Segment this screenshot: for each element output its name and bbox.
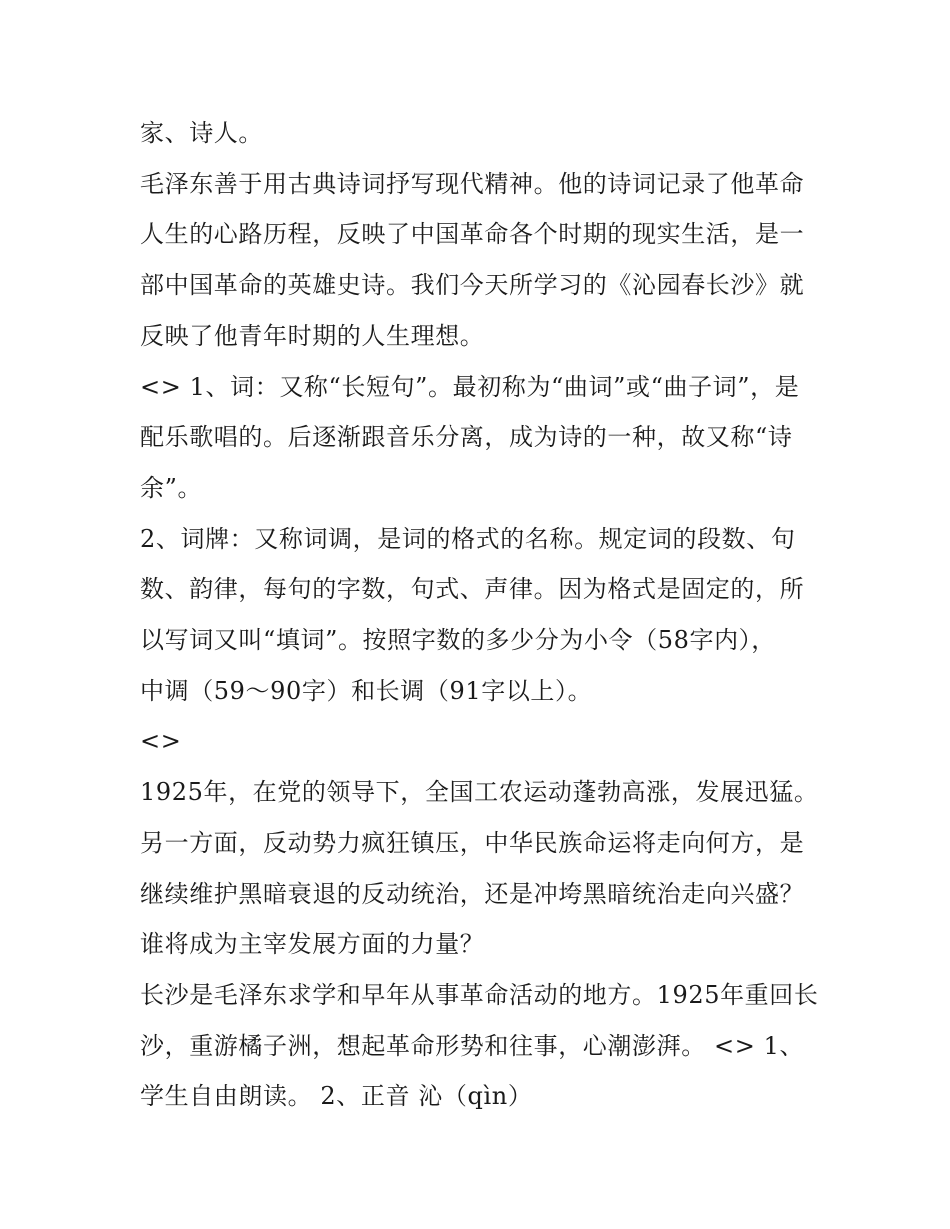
paragraph-cipai-definition: 2、词牌：又称词调，是词的格式的名称。规定词的段数、句数、韵律，每句的字数，句式、声律。因为格式是固定的，所以写词又叫“填词”。按照字数的多少分为小令（58字内）， [140,524,805,655]
paragraph-intro-tail: 家、诗人。 [140,119,263,147]
document-body [140,108,820,1122]
paragraph-1925-background: 1925年，在党的领导下，全国工农运动蓬勃高涨，发展迅猛。另一方面，反动势力疯狂镇压，中华民族命运将走向何方，是继续维护黑暗衰退的反动统治，还是冲垮黑暗统治走向兴盛？谁将成为主宰发展方面的力量？ [140,778,819,959]
paragraph-mao-poetry: 毛泽东善于用古典诗词抒写现代精神。他的诗词记录了他革命人生的心路历程，反映了中国革命各个时期的现实生活，是一部中国革命的英雄史诗。我们今天所学习的《沁园春长沙》就反映了他青年时期的人生理想。 [140,169,805,350]
paragraph-separator-marker: <> [140,727,182,756]
paragraph-cipai-lengths: 中调（59～90字）和长调（91字以上）。 [140,676,593,705]
paragraph-changsha: 长沙是毛泽东求学和早年从事革命活动的地方。1925年重回长沙，重游橘子洲，想起革命形势和往事，心潮澎湃。 <> 1、学生自由朗读。 2、正音 沁（qìn） [140,980,819,1111]
paragraph-ci-definition: <> 1、词：又称“长短句”。最初称为“曲词”或“曲子词”，是配乐歌唱的。后逐渐跟音乐分离，成为诗的一种，故又称“诗余”。 [140,372,800,502]
